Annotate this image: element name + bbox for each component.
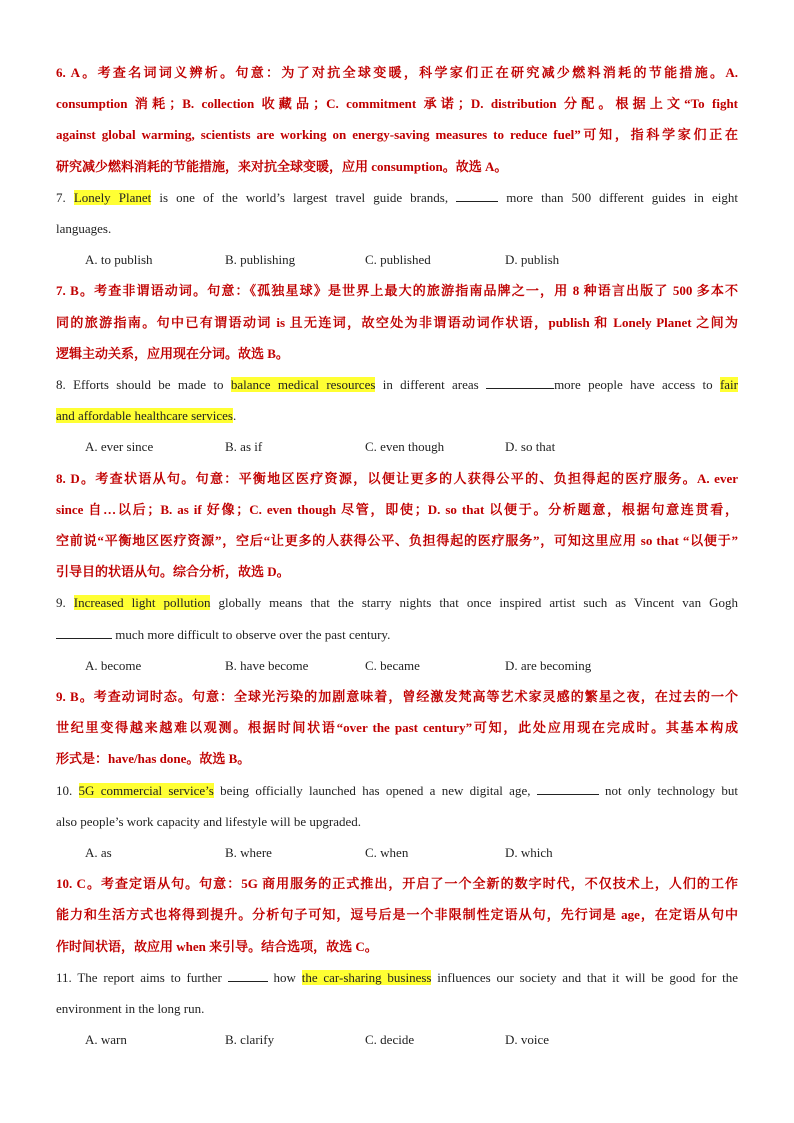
answer-line: 研究减少燃料消耗的节能措施，来对抗全球变暖，应用 consumption。故选 A。 — [56, 158, 508, 174]
option-b[interactable]: B. clarify — [225, 1032, 275, 1048]
question-line — [56, 369, 738, 400]
question-line — [56, 182, 738, 213]
answer-line: 同的旅游指南。句中已有谓语动词 is 且无连词，故空处为非谓语动词作状语，publish 和 Lonely Planet 之间为 — [56, 314, 738, 330]
question-number: 10. — [56, 782, 73, 798]
option-b[interactable]: B. publishing — [225, 252, 296, 268]
question-line — [56, 619, 738, 650]
answer-7 — [56, 275, 738, 369]
option-c[interactable]: C. when — [365, 845, 409, 861]
options-row — [56, 1024, 738, 1055]
options-row — [56, 837, 738, 868]
answer-line: since 自…以后；B. as if 好像；C. even though 尽管，即使；D. so that 以便于。分析题意，根据句意连贯看， — [56, 501, 738, 517]
answer-line: 形式是：have/has done。故选 B。 — [56, 751, 251, 767]
option-b[interactable]: B. where — [225, 845, 272, 861]
question-text: not only technology but — [598, 782, 738, 798]
option-c[interactable]: C. decide — [365, 1032, 415, 1048]
highlight: 5G commercial service’s — [78, 782, 214, 798]
option-a[interactable]: A. warn — [85, 1032, 127, 1048]
option-c[interactable]: C. even though — [365, 439, 445, 455]
options-row — [56, 650, 738, 681]
option-a[interactable]: A. become — [85, 657, 142, 673]
answer-line: 9. B。考查动词时态。句意：全球光污染的加剧意味着，曾经激发梵高等艺术家灵感的繁星之夜，在过去的一个 — [56, 689, 738, 705]
question-text: 8. Efforts should be made to — [56, 377, 231, 393]
option-c[interactable]: C. published — [365, 252, 431, 268]
answer-6 — [56, 57, 738, 182]
option-a[interactable]: A. to publish — [85, 252, 153, 268]
answer-line: 8. D。考查状语从句。句意：平衡地区医疗资源，以便让更多的人获得公平的、负担得起的医疗服务。A. ever — [56, 470, 738, 486]
answer-blank[interactable] — [456, 189, 498, 202]
question-text: influences our society and that it will be good for the — [431, 969, 738, 985]
answer-10 — [56, 868, 738, 962]
question-9 — [56, 587, 738, 681]
option-d[interactable]: D. so that — [505, 439, 556, 455]
answer-line: 世纪里变得越来越难以观测。根据时间状语“over the past century”可知，此处应用现在完成时。其基本构成 — [56, 720, 738, 736]
highlight: Increased light pollution — [73, 595, 211, 611]
answer-blank[interactable] — [56, 626, 112, 639]
answer-blank[interactable] — [486, 376, 554, 389]
question-line: also people’s work capacity and lifestyle will be upgraded. — [56, 813, 362, 829]
answer-9 — [56, 681, 738, 775]
question-line — [56, 962, 738, 993]
question-text: 11. The report aims to further — [56, 969, 228, 985]
question-text: how — [267, 969, 302, 985]
question-10 — [56, 775, 738, 869]
option-a[interactable]: A. as — [85, 845, 112, 861]
answer-line: 7. B。考查非谓语动词。句意：《孤独星球》是世界上最大的旅游指南品牌之一，用 8 种语言出版了 500 多本不 — [56, 283, 738, 299]
option-d[interactable]: D. voice — [505, 1032, 550, 1048]
question-line: languages. — [56, 221, 112, 237]
answer-line: consumption 消耗；B. collection 收藏品；C. commitment 承诺；D. distribution 分配。根据上文“To fight — [56, 96, 738, 112]
question-7 — [56, 182, 738, 276]
answer-line: 6. A。考查名词词义辨析。句意：为了对抗全球变暖，科学家们正在研究减少燃料消耗的节能措施。A. — [56, 65, 738, 80]
highlight: Lonely Planet — [73, 189, 152, 205]
option-d[interactable]: D. are becoming — [505, 657, 592, 673]
answer-8 — [56, 463, 738, 588]
answer-line: 作时间状语，故应用 when 来引导。结合选项，故选 C。 — [56, 938, 378, 954]
answer-blank[interactable] — [228, 969, 268, 982]
option-a[interactable]: A. ever since — [85, 439, 154, 455]
answer-line: 引导目的状语从句。综合分析，故选 D。 — [56, 564, 290, 580]
question-text: is one of the world’s largest travel guide brands, — [151, 189, 457, 205]
option-c[interactable]: C. became — [365, 657, 420, 673]
highlight: balance medical resources — [230, 377, 376, 393]
highlight: and affordable healthcare services — [56, 408, 233, 424]
question-text: globally means that the starry nights that once inspired artist such as Vincent van Gogh — [210, 595, 739, 611]
question-number: 9. — [56, 595, 66, 611]
question-number: 7. — [56, 189, 66, 205]
question-text: in different areas — [375, 377, 487, 393]
options-row — [56, 244, 738, 275]
highlight: fair — [719, 377, 738, 393]
question-line: environment in the long run. — [56, 1001, 205, 1017]
option-b[interactable]: B. as if — [225, 439, 263, 455]
question-text: . — [232, 408, 237, 424]
options-row — [56, 431, 738, 462]
highlight: the car-sharing business — [301, 969, 432, 985]
answer-line: 10. C。考查定语从句。句意：5G 商用服务的正式推出，开启了一个全新的数字时代，不仅技术上，人们的工作 — [56, 876, 738, 892]
question-line — [56, 587, 738, 618]
answer-blank[interactable] — [537, 782, 599, 795]
question-11 — [56, 962, 738, 1056]
question-text: more people have access to — [554, 377, 720, 393]
question-line — [56, 400, 738, 431]
question-8 — [56, 369, 738, 463]
question-text: much more difficult to observe over the past century. — [112, 626, 391, 642]
option-d[interactable]: D. which — [505, 845, 553, 861]
question-line — [56, 775, 738, 806]
question-text: more than 500 different guides in eight — [498, 189, 739, 205]
answer-line: 逻辑主动关系，应用现在分词。故选 B。 — [56, 345, 289, 361]
question-text: being officially launched has opened a new digital age, — [213, 782, 537, 798]
option-d[interactable]: D. publish — [505, 252, 560, 268]
option-b[interactable]: B. have become — [225, 657, 309, 673]
answer-line: 能力和生活方式也将得到提升。分析句子可知，逗号后是一个非限制性定语从句，先行词是 age，在定语从句中 — [56, 907, 738, 923]
answer-line: 空前说“平衡地区医疗资源”，空后“让更多的人获得公平、负担得起的医疗服务”，可知这里应用 so that “以便于” — [56, 533, 738, 549]
answer-line: against global warming, scientists are working on energy-saving measures to reduce fuel”可知，指科学家们正在 — [56, 127, 738, 143]
